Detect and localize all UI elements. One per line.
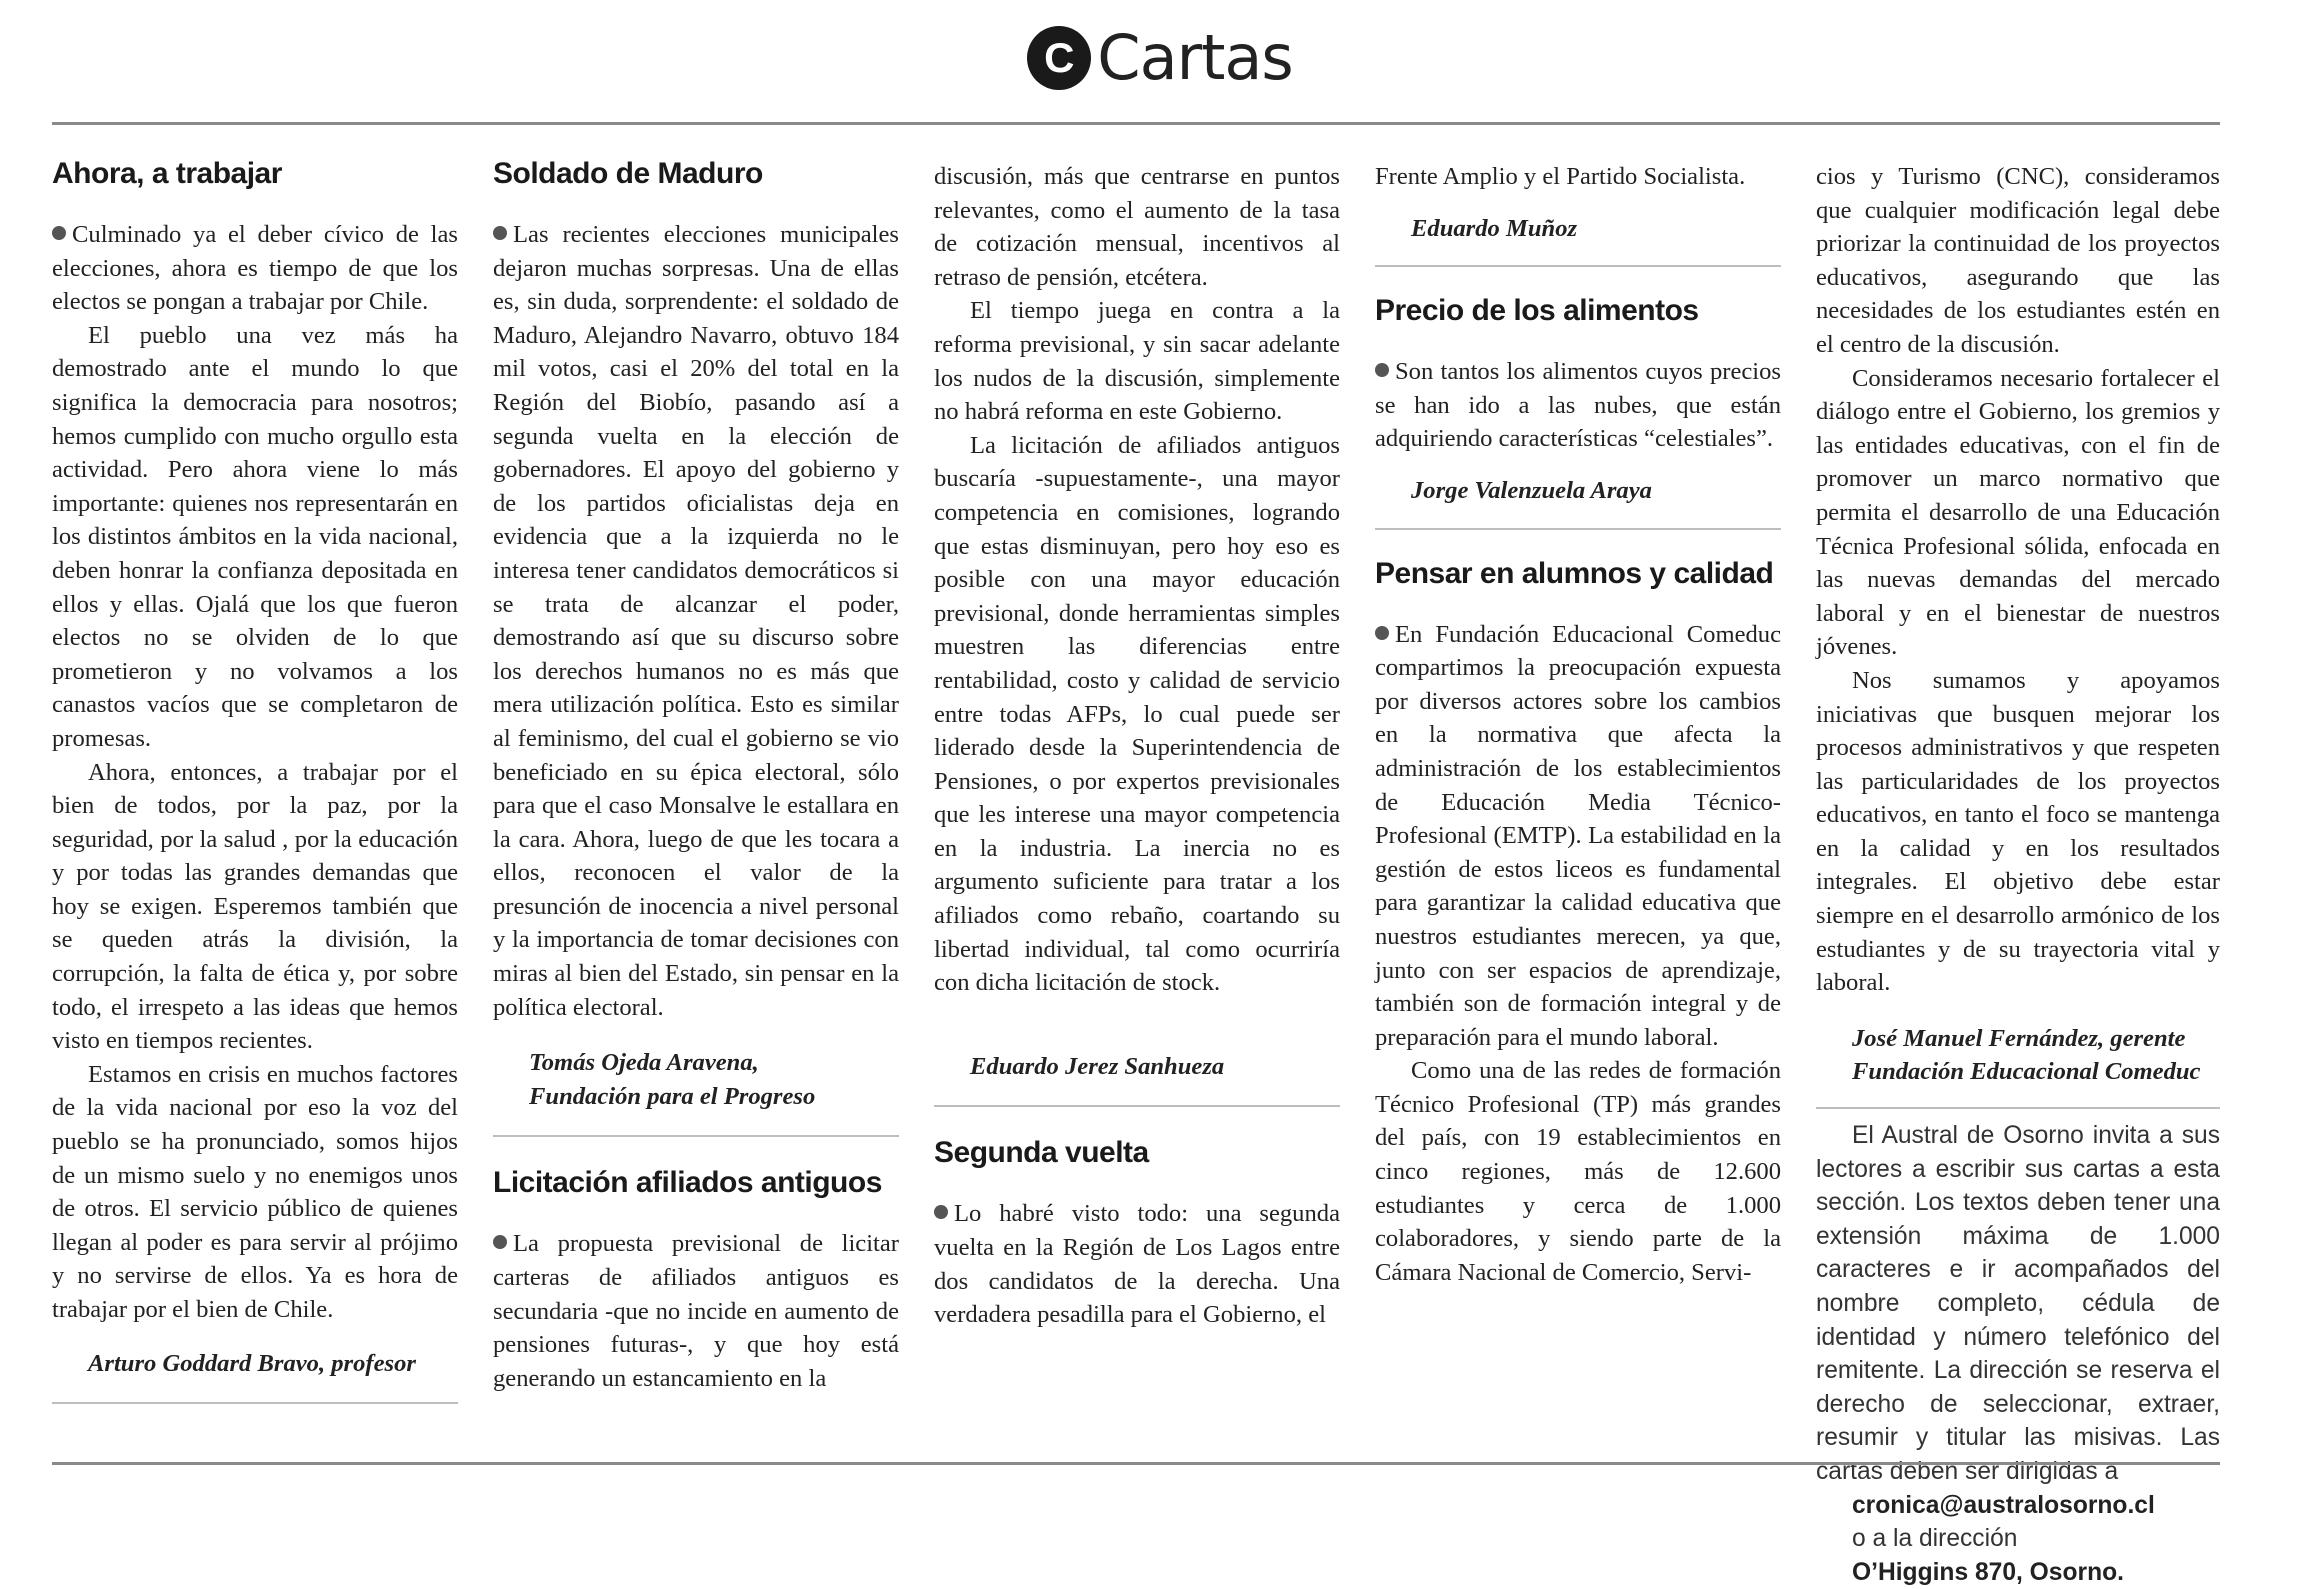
letter-title: Precio de los alimentos [1375,294,1699,328]
letter-signature: Jorge Valenzuela Araya [1411,476,1652,504]
letter-paragraph: Culminado ya el deber cívico de las elecciones, ahora es tiempo de que los electos se pongan a trabajar por Chile. [52,221,458,316]
letter-paragraph: En Fundación Educacional Comeduc compartimos la preocupación expuesta por diversos actores sobre los cambios en la normativa que afecta la administración de los establecimientos de Educación Media Técnico-Profesional (EMTP). La estabilidad en la gestión de estos liceos es fundamental para garantizar la calidad educativa que nuestros estudiantes merecen, ya que, junto con ser espacios de aprendizaje, también son de formación integral y de preparación para el mundo laboral. [1375,620,1781,1051]
bullet-icon [1375,626,1389,640]
column-1 [52,150,458,1404]
submission-email[interactable]: cronica@australosorno.cl [1852,1491,2155,1519]
section-logo-icon: C [1027,26,1091,90]
letter-paragraph: Son tantos los alimentos cuyos precios se han ido a las nubes, que están adquiriendo características “celestiales”. [1375,358,1781,453]
letter-paragraph: Ahora, entonces, a trabajar por el bien de todos, por la paz, por la seguridad, por la salud , por la educación y por todas las grandes demandas que hoy se exigen. Esperemos también que se queden atrás la división, la corrupción, la falta de ética y, por sobre todo, el irrespeto a las ideas que hemos visto en tiempos recientes. [52,758,458,1055]
letter-paragraph-continued: discusión, más que centrarse en puntos relevantes, como el aumento de la tasa de cotización mensual, incentivos al retraso de pensión, etcétera. [934,163,1340,291]
letter-separator [1816,1107,2220,1109]
submission-address-label: o a la dirección [1852,1525,2018,1553]
section-title: Cartas [1097,21,1293,94]
letter-signature: Arturo Goddard Bravo, profesor [88,1349,416,1377]
bullet-icon [493,1235,507,1249]
submission-note-text: El Austral de Osorno invita a sus lectores a escribir sus cartas a esta sección. Los textos deben tener una extensión máxima de 1.000 caracteres e ir acompañados del nombre completo, cédula de identidad y número telefónico del remitente. La dirección se reserva el derecho de seleccionar, extraer, resumir y titular las misivas. Las cartas deben ser dirigidas a [1816,1122,2220,1485]
submission-note [1816,1119,2220,1589]
letter-title: Soldado de Maduro [493,157,763,190]
letter-paragraph: El pueblo una vez más ha demostrado ante el mundo lo que significa la democracia para nosotros; hemos cumplido con mucho orgullo esta actividad. Pero ahora viene lo más importante: quienes nos representarán en los distintos ámbitos en la vida nacional, deben honrar la confianza depositada en ellos y ellas. Ojalá que los que fueron electos no se olviden de lo que prometieron y no volvamos a los canastos vacíos que se completaron de promesas. [52,321,458,752]
letter-separator [1375,528,1781,530]
column-2 [493,150,899,1395]
letter-title: Licitación afiliados antiguos [493,1166,882,1200]
letter-title: Pensar en alumnos y calidad [1375,556,1774,590]
letter-signature-affiliation: Fundación para el Progreso [529,1082,816,1110]
letter-paragraph-continued: Frente Amplio y el Partido Socialista. [1375,163,1746,190]
letter-signature: José Manuel Fernández, gerente [1852,1024,2186,1052]
column-3 [934,160,1340,1332]
letter-separator [934,1105,1340,1107]
letter-paragraph: Lo habré visto todo: una segunda vuelta en la Región de Los Lagos entre dos candidatos de la derecha. Una verdadera pesadilla para el Gobierno, el [934,1200,1340,1329]
submission-address: O’Higgins 870, Osorno. [1852,1558,2124,1586]
letter-separator [493,1135,899,1137]
bottom-rule [52,1462,2220,1465]
bullet-icon [493,226,507,240]
letter-paragraph: Las recientes elecciones municipales dejaron muchas sorpresas. Una de ellas es, sin duda, sorprendente: el soldado de Maduro, Alejandro Navarro, obtuvo 184 mil votos, casi el 20% del total en la Región del Biobío, pasando así a segunda vuelta en la elección de gobernadores. El apoyo del gobierno y de los partidos oficialistas deja en evidencia que a la izquierda no le interesa tener candidatos democráticos si se trata de alcanzar el poder, demostrando así que su discurso sobre los derechos humanos no es más que mera utilización política. Esto es similar al feminismo, del cual el gobierno se vio beneficiado en su épica electoral, sólo para que el caso Monsalve le estallara en la cara. Ahora, luego de que les tocara a ellos, reconocen el valor de la presunción de inocencia a nivel personal y la importancia de tomar decisiones con miras al bien del Estado, sin pensar en la política electoral. [493,221,899,1021]
letter-signature: Tomás Ojeda Aravena, [529,1049,759,1077]
letter-title: Ahora, a trabajar [52,157,282,190]
bullet-icon [52,226,66,240]
letter-signature-affiliation: Fundación Educacional Comeduc [1852,1058,2201,1086]
bullet-icon [934,1205,948,1219]
letter-paragraph: Como una de las redes de formación Técnico Profesional (TP) más grandes del país, con 19 establecimientos en cinco regiones, más de 12.600 estudiantes y cerca de 1.000 colaboradores, y siendo parte de la Cámara Nacional de Comercio, Servi- [1375,1057,1781,1286]
letter-paragraph: Estamos en crisis en muchos factores de la vida nacional por eso la voz del pueblo se ha pronunciado, somos hijos de un mismo suelo y no enemigos unos de otros. El servicio público de quienes llegan al poder es para servir al prójimo y no servirse de ellos. Ya es hora de trabajar por el bien de Chile. [52,1060,458,1323]
letter-paragraph-continued: cios y Turismo (CNC), consideramos que cualquier modificación legal debe priorizar la continuidad de los proyectos educativos, asegurando que las necesidades de los estudiantes estén en el centro de la discusión. [1816,163,2220,358]
letter-title: Segunda vuelta [934,1136,1149,1170]
top-rule [52,122,2220,125]
letter-separator [52,1402,458,1404]
column-5 [1816,160,2220,1589]
letter-paragraph: Nos sumamos y apoyamos iniciativas que busquen mejorar los procesos administrativos y que respeten las particularidades de los proyectos educativos, en tanto el foco se mantenga en la calidad y en los resultados integrales. El objetivo debe estar siempre en el desarrollo armónico de los estudiantes y de su trayectoria vital y laboral. [1816,666,2220,997]
bullet-icon [1375,363,1389,377]
letter-paragraph: La propuesta previsional de licitar carteras de afiliados antiguos es secundaria -que no incide en aumento de pensiones futuras-, y que hoy está generando un estancamiento en la [493,1230,899,1392]
letter-separator [1375,265,1781,267]
column-4 [1375,160,1781,1289]
letter-paragraph: El tiempo juega en contra a la reforma previsional, y sin sacar adelante los nudos de la discusión, simplemente no habrá reforma en este Gobierno. [934,297,1340,426]
letter-signature: Eduardo Jerez Sanhueza [970,1052,1225,1080]
letter-paragraph: La licitación de afiliados antiguos buscaría -supuestamente-, una mayor competencia en comisiones, logrando que estas disminuyan, pero hoy eso es posible con una mayor educación previsional, donde herramientas simples muestren las diferencias entre rentabilidad, costo y calidad de servicio entre todas AFPs, lo cual puede ser liderado desde la Superintendencia de Pensiones, o por expertos previsionales que les interese una mayor competencia en la industria. La inercia no es argumento suficiente para tratar a los afiliados como rebaño, coartando su libertad individual, tal como ocurriría con dicha licitación de stock. [934,431,1340,997]
masthead [0,18,2320,98]
letter-signature: Eduardo Muñoz [1411,214,1578,242]
letter-paragraph: Consideramos necesario fortalecer el diálogo entre el Gobierno, los gremios y las entidades educativas, con el fin de promover un marco normativo que permita el desarrollo de una Educación Técnica Profesional sólida, enfocada en las nuevas demandas del mercado laboral y en el bienestar de nuestros jóvenes. [1816,364,2220,661]
